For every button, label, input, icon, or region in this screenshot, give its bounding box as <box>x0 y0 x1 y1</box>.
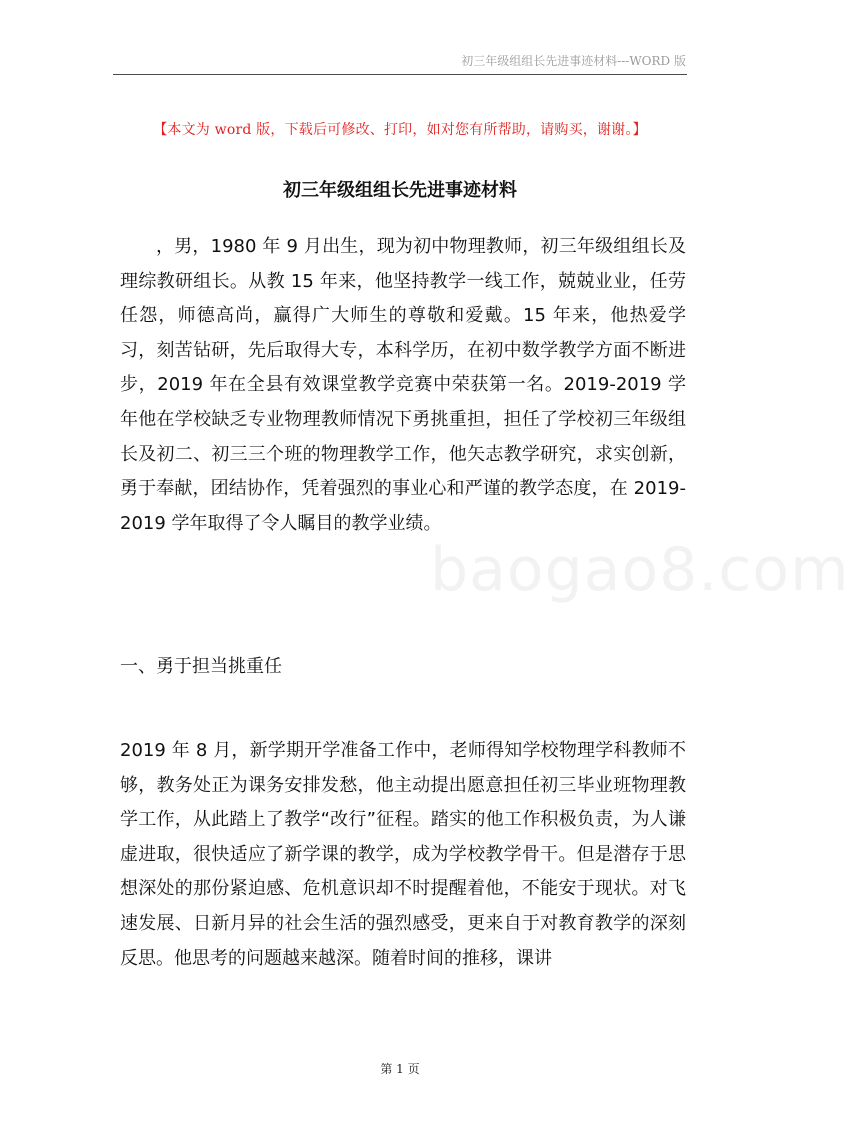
body-paragraph-1: ，男，1980 年 9 月出生，现为初中物理教师，初三年级组组长及理综教研组长。从教 15 年来，他坚持教学一线工作，兢兢业业，任劳任怨，师德高尚，赢得广大师生的尊敬和爱戴。15 年来，他热爱学习，刻苦钻研，先后取得大专，本科学历，在初中数学教学方面不断进步，2019 年在全县有效课堂教学竞赛中荣获第一名。2019-2019 学年他在学校缺乏专业物理教师情况下勇挑重担，担任了学校初三年级组长及初二、初三三个班的物理教学工作，他矢志教学研究，求实创新，勇于奉献，团结协作，凭着强烈的事业心和严谨的教学态度，在 2019-2019 学年取得了令人瞩目的教学业绩。 <box>120 236 686 534</box>
purchase-notice: 【本文为 word 版，下载后可修改、打印，如对您有所帮助，请购买，谢谢。】 <box>153 122 647 138</box>
watermark: baogao8.com <box>430 535 850 605</box>
header-divider <box>113 74 687 75</box>
running-header: 初三年级组组长先进事迹材料---WORD 版 <box>461 54 686 68</box>
body-paragraph-2: 2019 年 8 月，新学期开学准备工作中，老师得知学校物理学科教师不够，教务处正为课务安排发愁，他主动提出愿意担任初三毕业班物理教学工作，从此踏上了教学“改行”征程。踏实的他工作积极负责，为人谦虚进取，很快适应了新学课的教学，成为学校教学骨干。但是潜存于思想深处的那份紧迫感、危机意识却不时提醒着他，不能安于现状。对飞速发展、日新月异的社会生活的强烈感受，更来自于对教育教学的深刻反思。他思考的问题越来越深。随着时间的推移，课讲 <box>120 740 686 969</box>
document-title: 初三年级组组长先进事迹材料 <box>283 180 517 201</box>
section-heading: 一、勇于担当挑重任 <box>120 656 282 677</box>
page-number: 第 1 页 <box>380 1062 420 1076</box>
